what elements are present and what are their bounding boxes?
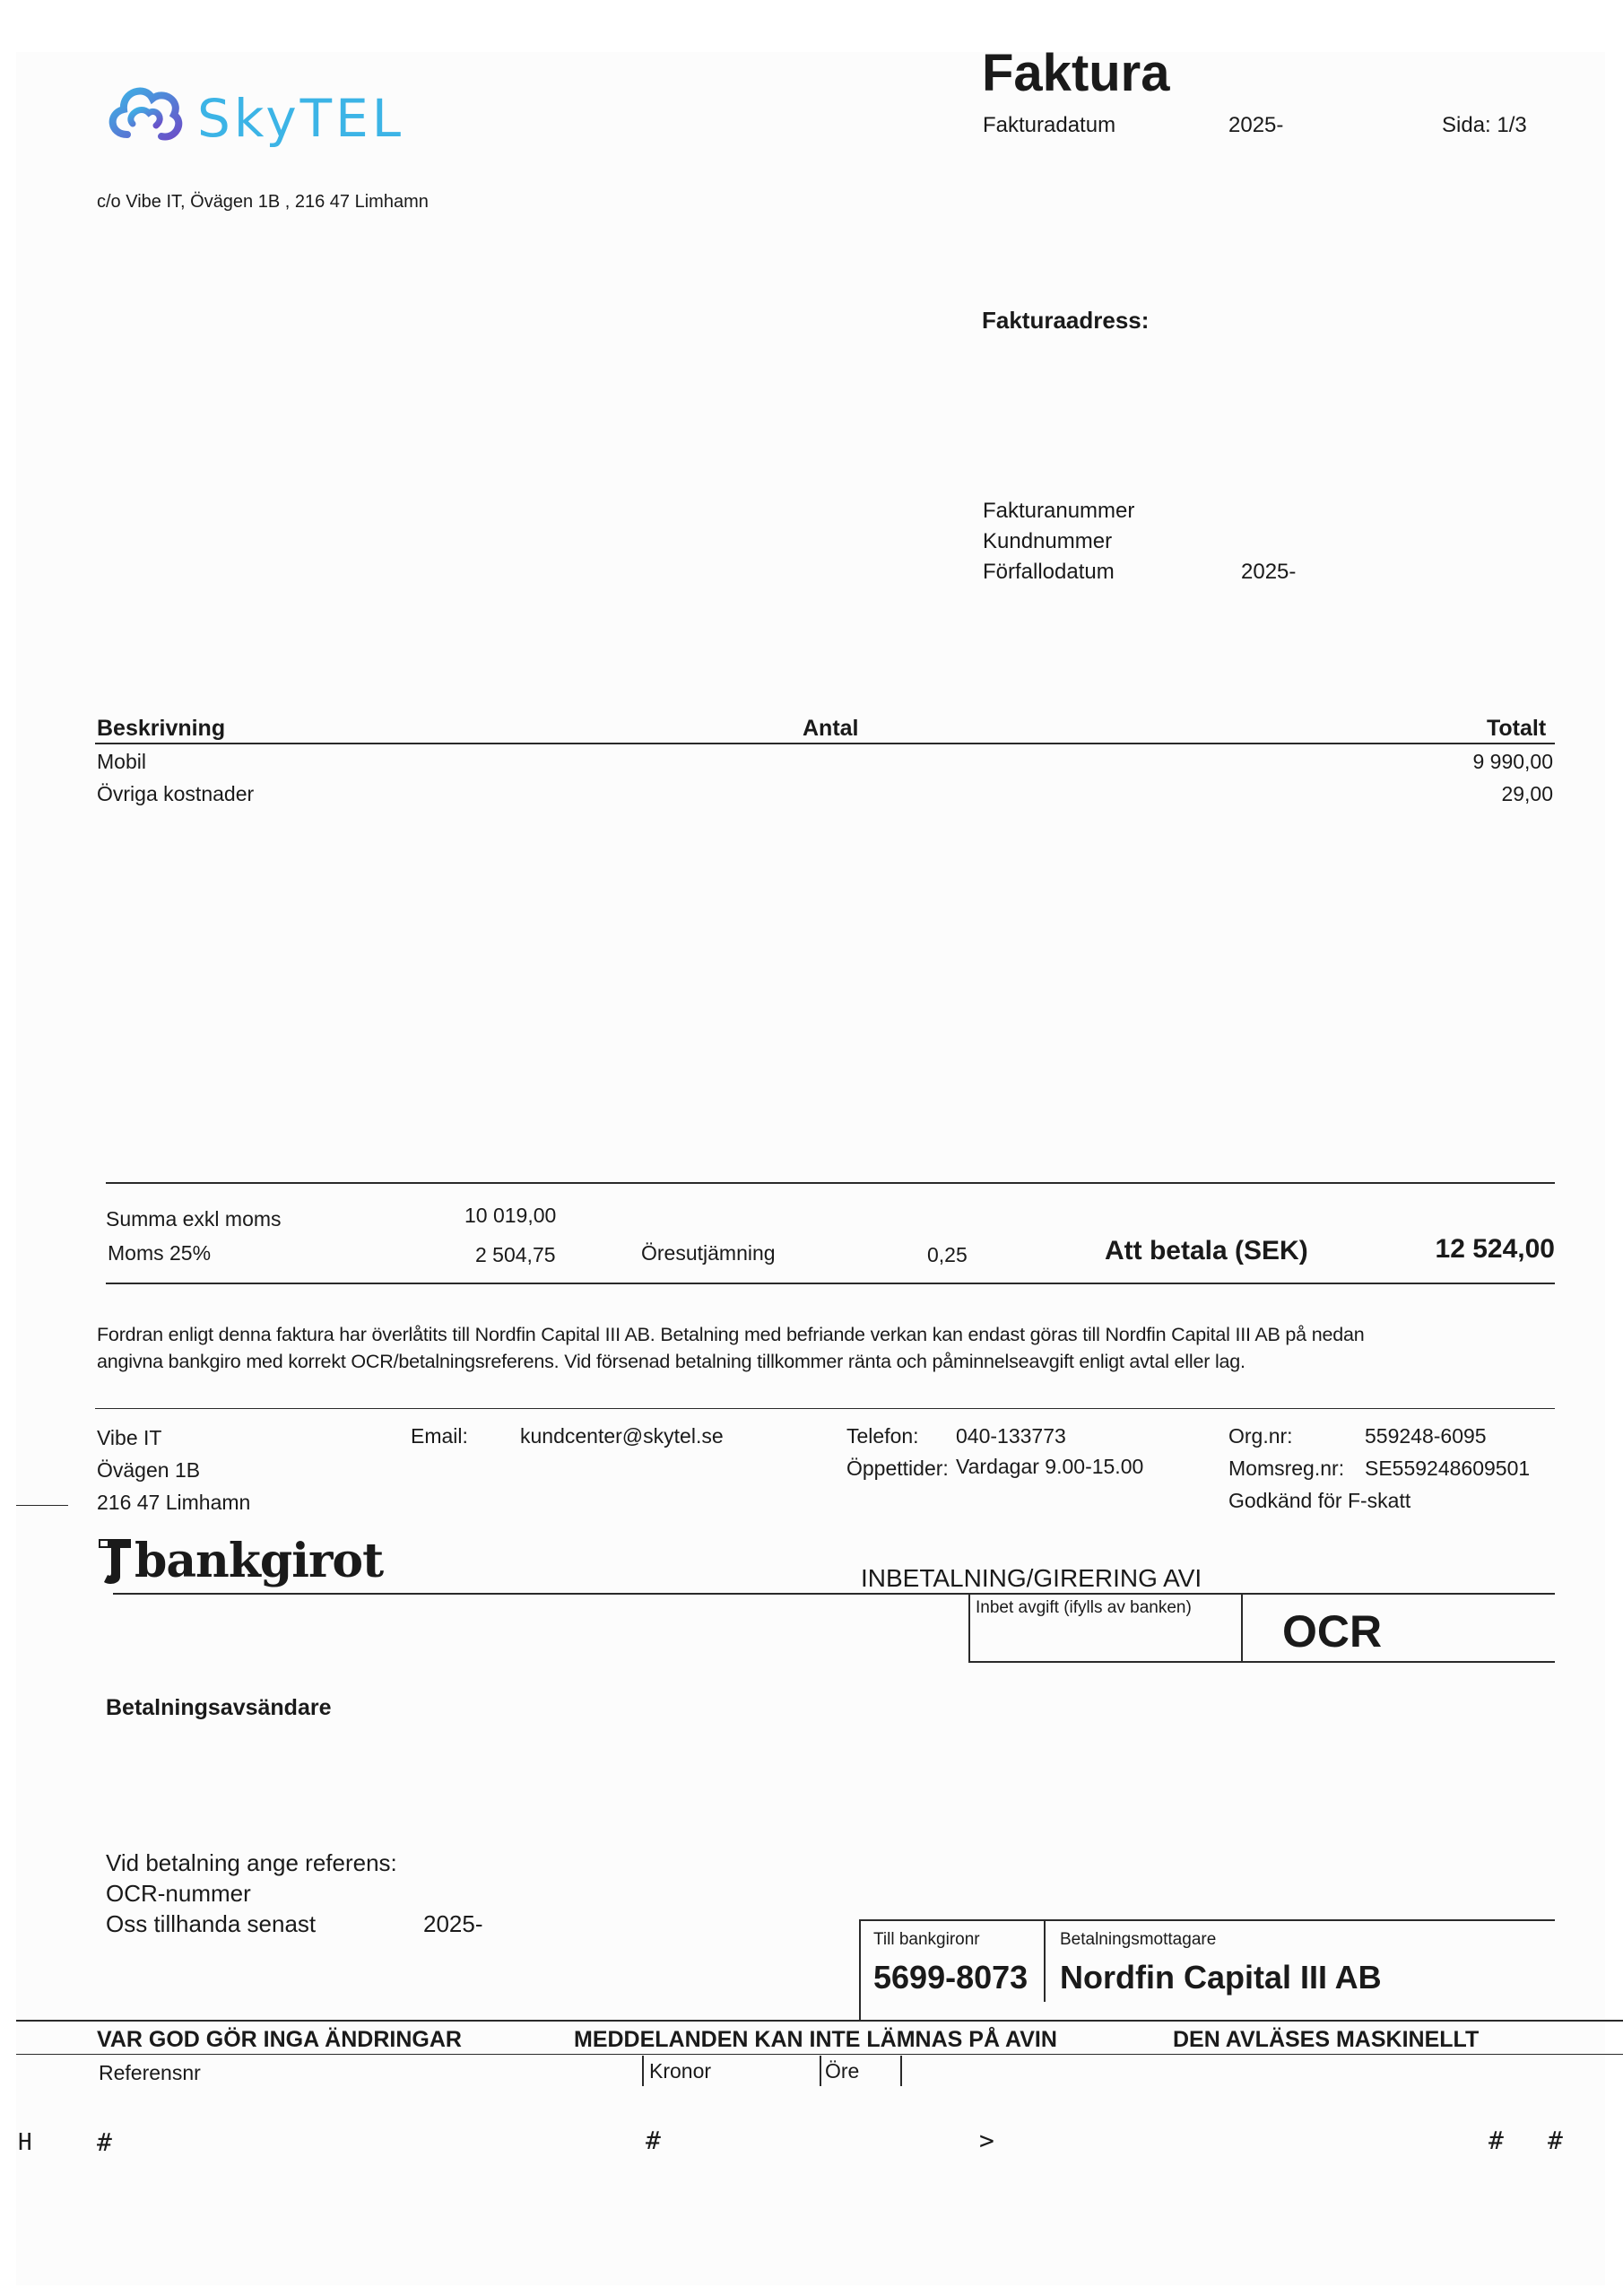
ocr-line-gt: > — [979, 2126, 994, 2155]
machine-readable-mid-rule — [16, 2054, 1623, 2055]
invoice-number-label: Fakturanummer — [983, 499, 1135, 523]
due-date-label: Förfallodatum — [983, 560, 1115, 584]
rounding-value: 0,25 — [927, 1243, 968, 1266]
subtotal-label: Summa exkl moms — [106, 1207, 282, 1231]
column-header-total: Totalt — [1487, 716, 1547, 741]
fee-box-divider — [1241, 1593, 1243, 1663]
amount-due-label: Att betala (SEK) — [1105, 1236, 1308, 1265]
email-value: kundcenter@skytel.se — [520, 1424, 724, 1448]
giro-top-rule-right — [970, 1593, 1555, 1595]
line-item-description: Mobil — [97, 750, 146, 773]
company-street: Övägen 1B — [97, 1458, 201, 1482]
invoice-date-value: 2025- — [1228, 113, 1284, 137]
bankgiro-number-value: 5699-8073 — [873, 1959, 1028, 1996]
machine-read-warning: DEN AVLÄSES MASKINELLT — [1173, 2027, 1480, 2052]
billing-address-label: Fakturaadress: — [982, 307, 1150, 334]
invoice-page — [16, 52, 1605, 2285]
reference-number-label: Referensnr — [99, 2061, 201, 2084]
vat-label: Moms 25% — [108, 1241, 212, 1265]
ocr-line-hash: # — [1548, 2126, 1563, 2155]
org-number-label: Org.nr: — [1228, 1424, 1293, 1448]
page-number: Sida: 1/3 — [1442, 113, 1527, 137]
kronor-divider — [642, 2056, 644, 2086]
bankgirot-mark-icon — [97, 1535, 133, 1586]
f-tax-approval: Godkänd för F-skatt — [1228, 1489, 1411, 1512]
line-item-total: 29,00 — [1501, 782, 1553, 805]
invoice-date-label: Fakturadatum — [983, 113, 1116, 137]
brand-wordmark: SkyTEL — [197, 88, 405, 149]
ore-right-divider — [900, 2056, 902, 2086]
company-name: Vibe IT — [97, 1426, 162, 1449]
giro-top-rule-left — [113, 1593, 970, 1595]
recipient-value: Nordfin Capital III AB — [1060, 1959, 1382, 1996]
ocr-line-hash: # — [97, 2127, 112, 2157]
company-info-top-rule — [95, 1408, 1555, 1409]
deadline-value: 2025- — [423, 1910, 483, 1937]
ocr-line-h: H — [18, 2129, 32, 2156]
assignment-notice-line1: Fordran enligt denna faktura har överlåtits till Nordfin Capital III AB. Betalning med befriande verkan kan endast göras till Nordfin Capital III AB på nedan — [97, 1324, 1365, 1345]
line-item-total: 9 990,00 — [1472, 750, 1553, 773]
ocr-line-hash: # — [1488, 2126, 1504, 2155]
kronor-label: Kronor — [649, 2059, 712, 2083]
no-changes-warning: VAR GOD GÖR INGA ÄNDRINGAR — [97, 2027, 462, 2052]
assignment-notice-line2: angivna bankgiro med korrekt OCR/betalningsreferens. Vid försenad betalning tillkommer ränta och påminnelseavgift enligt avtal eller lag. — [97, 1351, 1245, 1372]
summary-bottom-rule — [106, 1283, 1555, 1284]
phone-label: Telefon: — [846, 1424, 919, 1448]
no-messages-warning: MEDDELANDEN KAN INTE LÄMNAS PÅ AVIN — [574, 2027, 1057, 2052]
bankgirot-wordmark: bankgirot — [135, 1534, 384, 1588]
fee-box-bottom — [968, 1661, 1555, 1663]
bank-fee-label: Inbet avgift (ifylls av banken) — [976, 1598, 1192, 1617]
ocr-number-label: OCR-nummer — [106, 1880, 251, 1907]
rounding-label: Öresutjämning — [641, 1241, 776, 1265]
column-header-description: Beskrivning — [97, 716, 226, 741]
vat-value: 2 504,75 — [475, 1243, 556, 1266]
org-number-value: 559248-6095 — [1365, 1424, 1487, 1448]
ocr-heading: OCR — [1282, 1606, 1383, 1657]
summary-top-rule — [106, 1182, 1555, 1184]
vat-reg-label: Momsreg.nr: — [1228, 1457, 1345, 1480]
machine-readable-top-rule — [16, 2020, 1623, 2022]
deadline-label: Oss tillhanda senast — [106, 1910, 317, 1937]
email-label: Email: — [411, 1424, 468, 1448]
recipient-box-top — [859, 1919, 1555, 1921]
line-item-description: Övriga kostnader — [97, 782, 255, 805]
recipient-box-left — [859, 1919, 861, 2020]
document-title: Faktura — [982, 44, 1170, 102]
recipient-label: Betalningsmottagare — [1060, 1930, 1217, 1949]
line-items-header-rule — [95, 743, 1555, 744]
column-header-quantity: Antal — [803, 716, 859, 741]
hours-label: Öppettider: — [846, 1457, 949, 1480]
ocr-line-hash: # — [646, 2126, 661, 2155]
customer-number-label: Kundnummer — [983, 529, 1113, 553]
hours-value: Vardagar 9.00-15.00 — [956, 1455, 1144, 1478]
margin-tick — [16, 1505, 68, 1506]
skytel-logo — [100, 72, 450, 158]
cloud-logo-icon — [100, 72, 187, 158]
ore-label: Öre — [825, 2059, 860, 2083]
payment-sender-label: Betalningsavsändare — [106, 1695, 332, 1720]
fee-box-left — [968, 1593, 970, 1663]
company-city: 216 47 Limhamn — [97, 1491, 251, 1514]
amount-due-value: 12 524,00 — [1435, 1234, 1555, 1264]
recipient-box-divider — [1044, 1919, 1046, 2002]
sender-address: c/o Vibe IT, Övägen 1B , 216 47 Limhamn — [97, 192, 429, 212]
ore-divider — [820, 2056, 821, 2086]
bankgirot-logo — [97, 1534, 393, 1587]
reference-intro: Vid betalning ange referens: — [106, 1849, 397, 1876]
bankgiro-number-label: Till bankgironr — [873, 1930, 980, 1949]
due-date-value: 2025- — [1241, 560, 1297, 584]
phone-value: 040-133773 — [956, 1424, 1066, 1448]
vat-reg-value: SE559248609501 — [1365, 1457, 1531, 1480]
subtotal-value: 10 019,00 — [464, 1204, 557, 1227]
giro-form-title: INBETALNING/GIRERING AVI — [861, 1564, 1202, 1592]
